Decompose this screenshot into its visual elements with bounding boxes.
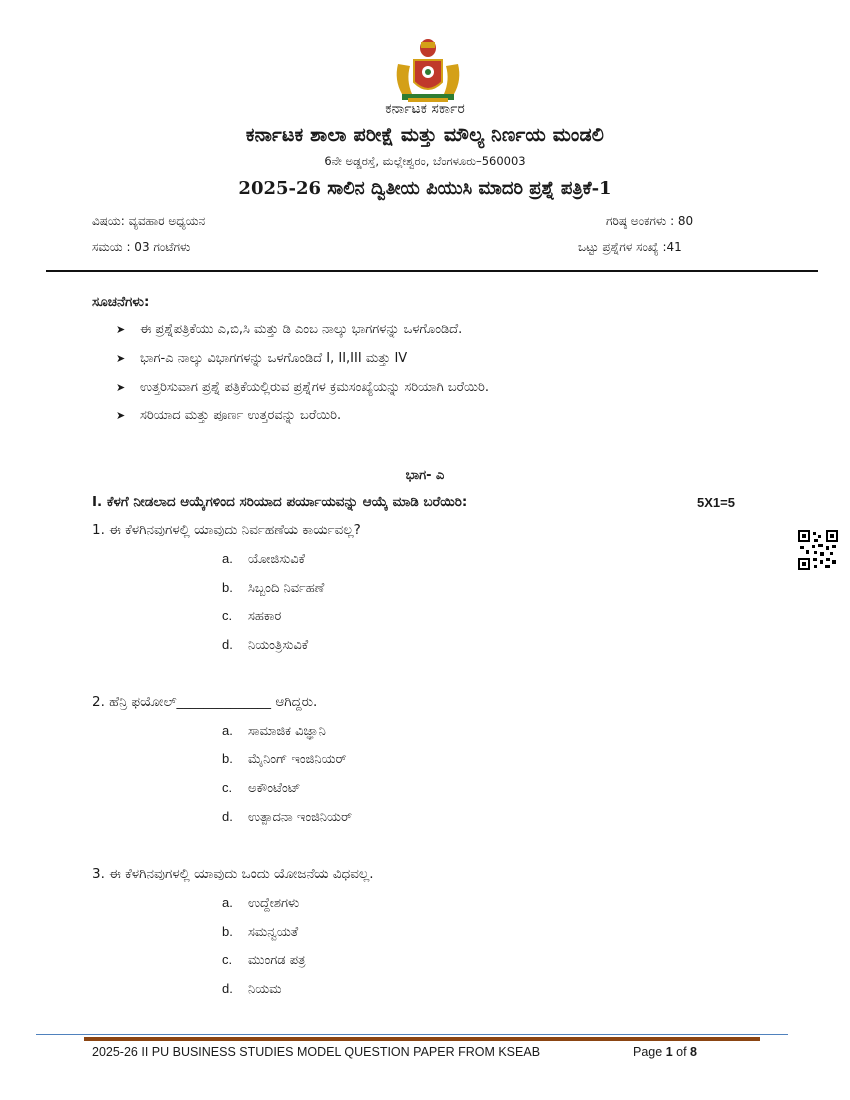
footer-title: 2025-26 II PU BUSINESS STUDIES MODEL QUESTION PAPER FROM KSEAB [92, 1045, 541, 1059]
option: c. ಮುಂಗಡ ಪತ್ರ [222, 952, 306, 968]
header-divider [46, 270, 818, 272]
instruction-item: ➤ ಸರಿಯಾದ ಮತ್ತು ಪೂರ್ಣ ಉತ್ತರವನ್ನು ಬರೆಯಿರಿ. [116, 408, 342, 423]
instruction-item: ➤ ಉತ್ತರಿಸುವಾಗ ಪ್ರಶ್ನೆ ಪತ್ರಿಕೆಯಲ್ಲಿರುವ ಪ್ರಶ್ನೆಗಳ ಕ್ರಮಸಂಖ್ಯೆಯನ್ನು ಸರಿಯಾಗಿ ಬರೆಯಿರಿ. [116, 380, 490, 395]
instruction-item: ➤ ಭಾಗ-ಎ ನಾಲ್ಕು ವಿಭಾಗಗಳನ್ನು ಒಳಗೊಂಡಿದೆ I, II,III ಮತ್ತು IV [116, 351, 408, 366]
board-name: ಕರ್ನಾಟಕ ಶಾಲಾ ಪರೀಕ್ಷೆ ಮತ್ತು ಮೌಲ್ಯ ನಿರ್ಣಯ ಮಂಡಲಿ [245, 124, 605, 146]
page-indicator: Page 1 of 8 [633, 1045, 697, 1059]
footer-bar [84, 1037, 760, 1041]
option: a. ಸಾಮಾಜಿಕ ವಿಜ್ಞಾನಿ [222, 723, 326, 739]
time: ಸಮಯ : 03 ಗಂಟೆಗಳು [92, 240, 191, 254]
option: b. ಸಿಬ್ಬಂದಿ ನಿರ್ವಹಣೆ [222, 580, 325, 596]
max-marks: ಗರಿಷ್ಠ ಅಂಕಗಳು : 80 [606, 214, 694, 228]
instructions-title: ಸೂಚನೆಗಳು: [92, 294, 150, 310]
total-questions: ಒಟ್ಟು ಪ್ರಶ್ನೆಗಳ ಸಂಖ್ಯೆ :41 [578, 240, 682, 254]
option: a. ಉದ್ದೇಶಗಳು [222, 895, 300, 911]
qr-code-icon [798, 530, 838, 570]
arrow-bullet-icon: ➤ [116, 409, 126, 422]
subject: ವಿಷಯ: ವ್ಯವಹಾರ ಅಧ್ಯಯನ [92, 214, 206, 228]
option: d. ನಿಯಮ [222, 981, 282, 997]
government-name: ಕರ್ನಾಟಕ ಸರ್ಕಾರ [385, 101, 465, 117]
question-1: 1. ಈ ಕೆಳಗಿನವುಗಳಲ್ಲಿ ಯಾವುದು ನಿರ್ವಹಣೆಯ ಕಾರ್ಯವಲ್ಲ? [92, 522, 361, 538]
board-address: 6ನೇ ಅಡ್ಡರಸ್ತೆ, ಮಲ್ಲೇಶ್ವರಂ, ಬೆಂಗಳೂರು–560003 [324, 154, 526, 168]
arrow-bullet-icon: ➤ [116, 352, 126, 365]
option: c. ಸಹಕಾರ [222, 608, 282, 624]
option: b. ಸಮನ್ವಯತೆ [222, 924, 299, 940]
option: b. ಮೈನಿಂಗ್ ಇಂಜಿನಿಯರ್ [222, 751, 347, 767]
question-2: 2. ಹೆನ್ರಿ ಫಯೋಲ್______________ ಆಗಿದ್ದರು. [92, 694, 318, 710]
section-marks: 5X1=5 [697, 495, 735, 510]
option: d. ನಿಯಂತ್ರಿಸುವಿಕೆ [222, 637, 309, 653]
part-heading: ಭಾಗ- ಎ [405, 468, 445, 483]
karnataka-emblem-icon [388, 36, 468, 104]
question-3: 3. ಈ ಕೆಳಗಿನವುಗಳಲ್ಲಿ ಯಾವುದು ಒಂದು ಯೋಜನೆಯ ವಿಧವಲ್ಲ. [92, 866, 374, 882]
option: c. ಅಕೌಂಟೆಂಟ್ [222, 780, 301, 796]
exam-title: 2025-26 ಸಾಲಿನ ದ್ವಿತೀಯ ಪಿಯುಸಿ ಮಾದರಿ ಪ್ರಶ್ನೆ ಪತ್ರಿಕೆ-1 [238, 178, 612, 199]
option: d. ಉತ್ಪಾದನಾ ಇಂಜಿನಿಯರ್ [222, 809, 353, 825]
instruction-item: ➤ ಈ ಪ್ರಶ್ನೆಪತ್ರಿಕೆಯು ಎ,ಬಿ,ಸಿ ಮತ್ತು ಡಿ ಎಂಬ ನಾಲ್ಕು ಭಾಗಗಳನ್ನು ಒಳಗೊಂಡಿದೆ. [116, 322, 463, 337]
option: a. ಯೋಜಿಸುವಿಕೆ [222, 551, 306, 567]
arrow-bullet-icon: ➤ [116, 323, 126, 336]
section-title: I. ಕೆಳಗೆ ನೀಡಲಾದ ಆಯ್ಕೆಗಳಿಂದ ಸರಿಯಾದ ಪರ್ಯಾಯವನ್ನು ಆಯ್ಕೆ ಮಾಡಿ ಬರೆಯಿರಿ: [92, 494, 468, 510]
footer-rule [36, 1034, 788, 1035]
arrow-bullet-icon: ➤ [116, 381, 126, 394]
